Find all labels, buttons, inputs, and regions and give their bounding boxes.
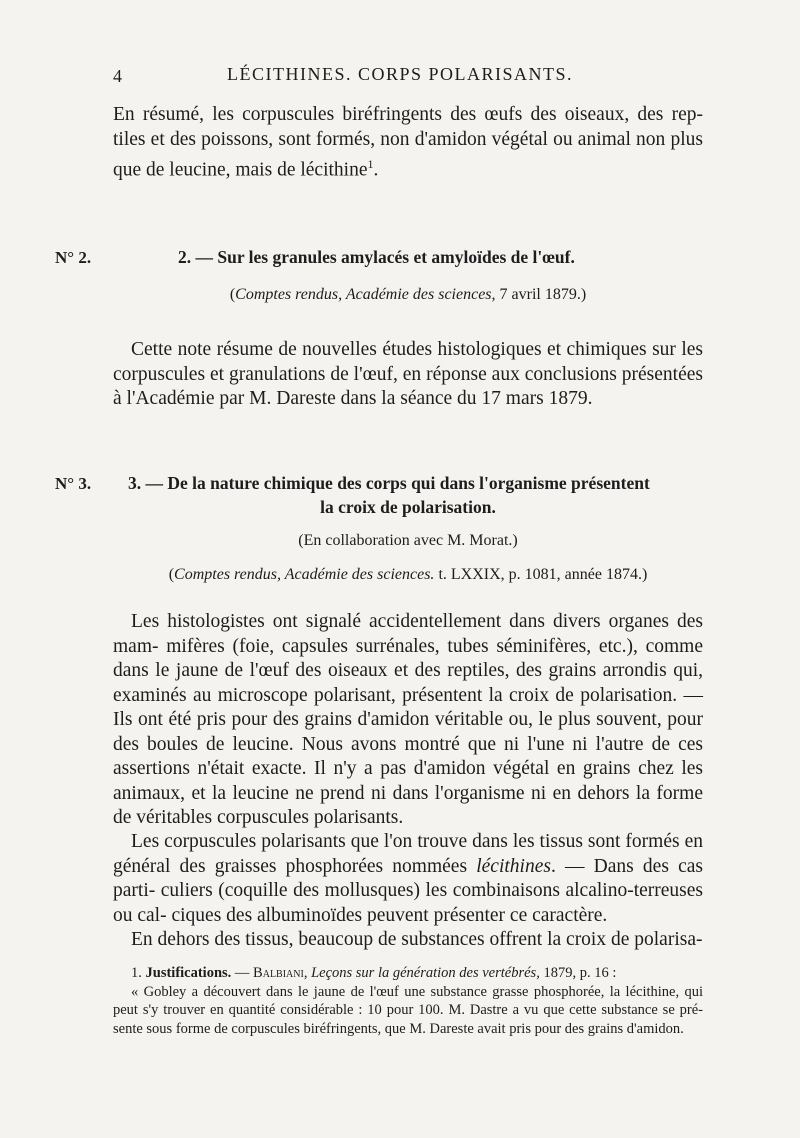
page-number: 4: [113, 66, 122, 86]
section3-citation: (Comptes rendus, Académie des sciences. t. LXXIX, p. 1081, année 1874.): [168, 566, 648, 583]
intro-paragraph: [113, 103, 703, 183]
margin-label-no2: N° 2.: [55, 248, 92, 267]
section3-collaboration: (En collaboration avec M. Morat.): [298, 532, 518, 549]
footnote: 1. Justifications. — Balbiani, Leçons sur la génération des vertébrés, 1879, p. 16 : « Gobley a découvert dans le jaune de l'œuf une substance grasse phosphorée, la lécithine, qui peut s'y trouver en quantité considérable : 10 pour 100. M. Dastre a vu que cette substance se pré- sente sous forme de corpuscules biréfringents, que M. Dareste avait pris pour des grains d'amidon.: [113, 965, 703, 1037]
footnote-quote: « Gobley a découvert dans le jaune de l'œuf une substance grasse phosphorée, la lécithine, qui peut s'y trouver en quantité considérable : 10 pour 100. M. Dastre a vu que cette substance se pré- sente sous forme de corpuscules biréfringents, que M. Dareste avait pris pour des grains d'amidon.: [113, 983, 703, 1037]
section2-paragraph: Cette note résume de nouvelles études histologiques et chimiques sur les corpuscules et granulations de l'œuf, en réponse aux conclusions présentées à l'Académie par M. Dareste dans la séance du 17 mars 1879.: [113, 339, 703, 409]
section3-paragraph-1: Les histologistes ont signalé accidentellement dans divers organes des mam- mifères (foie, capsules surrénales, tubes séminifères, etc.), comme dans le jaune de l'œuf des oiseaux et des reptiles, des grains arrondis qui, examinés au microscope polarisant, présentent la croix de polarisation. — Ils ont été pris pour des grains d'amidon véritable ou, le plus souvent, pour des boules de leucine. Nous avons montré que ni l'une ni l'autre de ces assertions n'était exacte. Il n'y a pas d'amidon végétal en grains chez les animaux, et la leucine ne prend ni dans l'organisme ni en dehors la forme de véritables corpuscules polarisants.: [113, 611, 703, 828]
footnote-ref-pages: 1879, p. 16 :: [539, 965, 617, 981]
running-title: LÉCITHINES. CORPS POLARISANTS.: [226, 64, 574, 84]
section3-paragraph-2: Les corpuscules polarisants que l'on trouve dans les tissus sont formés en général des graisses phosphorées nommées lécithines. — Dans des cas parti- culiers (coquille des mollusques) les combinaisons alcalino-terreuses ou cal- ciques des albuminoïdes peuvent présenter ce caractère.: [113, 831, 704, 926]
footnote-label: Justifications.: [145, 965, 232, 981]
intro-end: .: [373, 159, 379, 181]
footnote-author: Balbiani,: [253, 965, 308, 981]
footnote-number: 1.: [131, 965, 142, 981]
section3-title-line2: la croix de polarisation.: [320, 497, 496, 517]
intro-text: En résumé, les corpuscules biréfringents des œufs des oiseaux, des rep- tiles et des poissons, sont formés, non d'amidon végétal ou animal non plus que de leucine, mais de lécithine: [113, 104, 703, 181]
citation-source: Comptes rendus, Académie des sciences.: [174, 566, 435, 583]
footnote-work: Leçons sur la génération des vertébrés,: [311, 965, 540, 981]
lecithines-term: lécithines: [476, 855, 551, 877]
margin-label-no3: N° 3.: [55, 474, 92, 493]
section2-citation: (Comptes rendus, Académie des sciences, 7 avril 1879.): [229, 286, 587, 303]
section3-paragraph-3: En dehors des tissus, beaucoup de substances offrent la croix de polarisa-: [131, 929, 703, 950]
section2-title: 2. — Sur les granules amylacés et amyloïdes de l'œuf.: [178, 247, 575, 267]
citation-date: 7 avril 1879.): [495, 286, 587, 303]
footnote-ref: 1: [367, 157, 374, 171]
citation-volume: t. LXXIX, p. 1081, année 1874.): [434, 566, 648, 583]
section3-title-line1: 3. — De la nature chimique des corps qui dans l'organisme présentent: [128, 473, 650, 493]
citation-source: Comptes rendus, Académie des sciences,: [235, 286, 496, 303]
